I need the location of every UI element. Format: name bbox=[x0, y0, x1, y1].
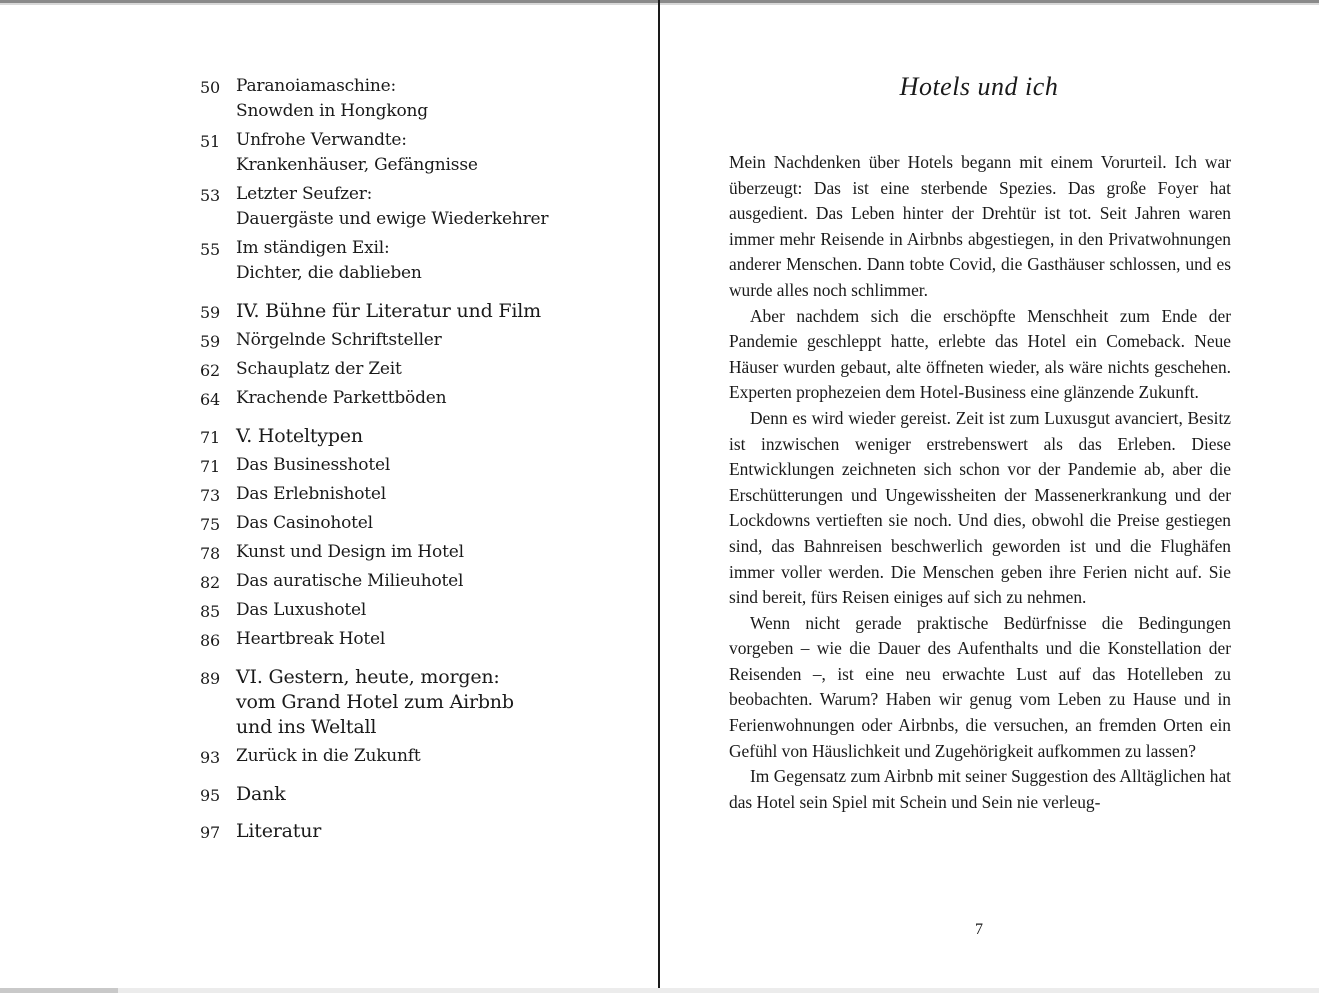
scrollbar-thumb[interactable] bbox=[0, 988, 118, 993]
toc-entry bbox=[200, 386, 640, 411]
toc-title bbox=[236, 511, 640, 536]
toc-title bbox=[236, 299, 640, 324]
toc-entry bbox=[200, 357, 640, 382]
toc-title bbox=[236, 386, 640, 411]
toc-page-number: 71 bbox=[200, 428, 220, 447]
toc-title bbox=[236, 182, 640, 232]
toc-title-line: Krachende Parkettböden bbox=[236, 388, 447, 408]
toc-title-line: vom Grand Hotel zum Airbnb bbox=[236, 691, 514, 713]
body-paragraph: Wenn nicht gerade praktische Bedürfnisse die Bedingungen vorgeben – wie die Dauer des Aufenthalts und die Konstellation der Reisenden –, ist eine neu erwachte Lust auf das Hotelleben zu beobachten. Warum? Haben wir genug vom Leben zu Hause und in Ferienwohnungen oder Airbnbs, die versuchen, an fremden Orten ein Gefühl von Häuslichkeit und Zugehörigkeit aufkommen zu lassen? bbox=[729, 612, 1231, 761]
toc-section-entry bbox=[200, 782, 640, 807]
toc-title-line: Paranoiamaschine: bbox=[236, 76, 397, 96]
body-paragraph: Denn es wird wieder gereist. Zeit ist zum Luxusgut avanciert, Besitz ist inzwischen weniger erstrebenswert als das Erleben. Diese Entwicklungen zeichneten sich schon vor der Pandemie ab, aber die Erschütterungen und Ungewissheiten der Massenerkrankung und der Lockdowns vertieften sie noch. Und dies, obwohl die Preise gestiegen sind, das Bahnreisen beschwerlich geworden ist und die Flughäfen immer voller werden. Die Menschen geben ihre Ferien nicht auf. Sie sind bereit, fürs Reisen einiges auf sich zu nehmen. bbox=[729, 407, 1231, 608]
table-of-contents bbox=[200, 74, 640, 844]
toc-page-number: 89 bbox=[200, 669, 220, 688]
toc-title bbox=[236, 569, 640, 594]
toc-page-number: 97 bbox=[200, 823, 220, 842]
toc-page-number: 78 bbox=[200, 544, 220, 563]
toc-entry bbox=[200, 744, 640, 769]
toc-title bbox=[236, 482, 640, 507]
viewer-bottom-scrollbar[interactable] bbox=[0, 988, 1319, 993]
toc-title-line: Dauergäste und ewige Wiederkehrer bbox=[236, 209, 549, 229]
toc-page-number: 85 bbox=[200, 602, 220, 621]
toc-title-line: VI. Gestern, heute, morgen: bbox=[236, 666, 500, 688]
toc-title-line: Im ständigen Exil: bbox=[236, 238, 390, 258]
toc-title bbox=[236, 819, 640, 844]
body-paragraph: Im Gegensatz zum Airbnb mit seiner Suggestion des Alltäglichen hat das Hotel sein Spiel mit Schein und Sein nie verleug- bbox=[729, 766, 1231, 812]
toc-title bbox=[236, 453, 640, 478]
toc-page-number: 59 bbox=[200, 332, 220, 351]
toc-page-number: 75 bbox=[200, 515, 220, 534]
toc-page-number: 82 bbox=[200, 573, 220, 592]
toc-title bbox=[236, 424, 640, 449]
toc-title-line: Literatur bbox=[236, 820, 322, 842]
toc-entry bbox=[200, 74, 640, 124]
toc-title-line: Letzter Seufzer: bbox=[236, 184, 373, 204]
toc-title-line: Unfrohe Verwandte: bbox=[236, 130, 407, 150]
toc-title-line: Kunst und Design im Hotel bbox=[236, 542, 464, 562]
toc-entry bbox=[200, 598, 640, 623]
toc-title-line: Snowden in Hongkong bbox=[236, 101, 428, 121]
toc-title-line: V. Hoteltypen bbox=[236, 425, 363, 447]
toc-title bbox=[236, 665, 640, 740]
toc-section-entry bbox=[200, 299, 640, 324]
toc-entry bbox=[200, 453, 640, 478]
toc-title bbox=[236, 357, 640, 382]
toc-page-number: 73 bbox=[200, 486, 220, 505]
toc-title-line: Schauplatz der Zeit bbox=[236, 359, 402, 379]
toc-title-line: Das Casinohotel bbox=[236, 513, 373, 533]
body-paragraph: Aber nachdem sich die erschöpfte Menschheit zum Ende der Pandemie geschleppt hatte, erlebte das Hotel ein Comeback. Neue Häuser wurden gebaut, alte öffneten wieder, als wäre nichts geschehen. Experten prophezeien dem Hotel-Business eine glänzende Zukunft. bbox=[729, 305, 1231, 403]
page-number: 7 bbox=[975, 921, 983, 938]
toc-page-number: 50 bbox=[200, 78, 220, 97]
chapter-title: Hotels und ich bbox=[899, 72, 1059, 101]
toc-page-number: 59 bbox=[200, 303, 220, 322]
toc-title-line: Dank bbox=[236, 783, 286, 805]
toc-title-line: Nörgelnde Schriftsteller bbox=[236, 330, 442, 350]
right-page bbox=[660, 0, 1319, 988]
toc-page-number: 86 bbox=[200, 631, 220, 650]
toc-title-line: Zurück in die Zukunft bbox=[236, 746, 421, 766]
toc-title bbox=[236, 328, 640, 353]
toc-title bbox=[236, 627, 640, 652]
left-page bbox=[0, 0, 658, 988]
toc-title-line: Dichter, die dablieben bbox=[236, 263, 422, 283]
toc-title-line: Krankenhäuser, Gefängnisse bbox=[236, 155, 478, 175]
toc-title-line: und ins Weltall bbox=[236, 716, 377, 738]
toc-entry bbox=[200, 128, 640, 178]
toc-title-line: IV. Bühne für Literatur und Film bbox=[236, 300, 541, 322]
toc-page-number: 53 bbox=[200, 186, 220, 205]
toc-title-line: Das Businesshotel bbox=[236, 455, 391, 475]
toc-entry bbox=[200, 236, 640, 286]
chapter-body-text bbox=[729, 150, 1231, 815]
toc-page-number: 62 bbox=[200, 361, 220, 380]
toc-entry bbox=[200, 182, 640, 232]
toc-title-line: Das Erlebnishotel bbox=[236, 484, 387, 504]
toc-entry bbox=[200, 328, 640, 353]
toc-title bbox=[236, 782, 640, 807]
toc-page-number: 71 bbox=[200, 457, 220, 476]
toc-title bbox=[236, 744, 640, 769]
toc-page-number: 93 bbox=[200, 748, 220, 767]
toc-title bbox=[236, 128, 640, 178]
toc-entry bbox=[200, 511, 640, 536]
body-paragraph: Mein Nachdenken über Hotels begann mit einem Vorurteil. Ich war überzeugt: Das ist eine sterbende Spezies. Das große Foyer hat ausgedient. Das Leben hinter der Drehtür ist tot. Seit Jahren waren immer mehr Reisende in Airbnbs abgestiegen, in den Privatwohnungen anderer Menschen. Dann tobte Covid, die Gasthäuser schlossen, und es wurde alles noch schlimmer. bbox=[729, 152, 1231, 300]
toc-page-number: 55 bbox=[200, 240, 220, 259]
toc-title-line: Das Luxushotel bbox=[236, 600, 367, 620]
toc-section-entry bbox=[200, 819, 640, 844]
toc-title bbox=[236, 540, 640, 565]
toc-entry bbox=[200, 482, 640, 507]
toc-section-entry bbox=[200, 665, 640, 740]
toc-page-number: 64 bbox=[200, 390, 220, 409]
toc-page-number: 51 bbox=[200, 132, 220, 151]
toc-title-line: Heartbreak Hotel bbox=[236, 629, 386, 649]
toc-entry bbox=[200, 540, 640, 565]
toc-section-entry bbox=[200, 424, 640, 449]
toc-title-line: Das auratische Milieuhotel bbox=[236, 571, 464, 591]
toc-entry bbox=[200, 569, 640, 594]
toc-title bbox=[236, 236, 640, 286]
toc-entry bbox=[200, 627, 640, 652]
toc-title bbox=[236, 74, 640, 124]
toc-page-number: 95 bbox=[200, 786, 220, 805]
toc-title bbox=[236, 598, 640, 623]
